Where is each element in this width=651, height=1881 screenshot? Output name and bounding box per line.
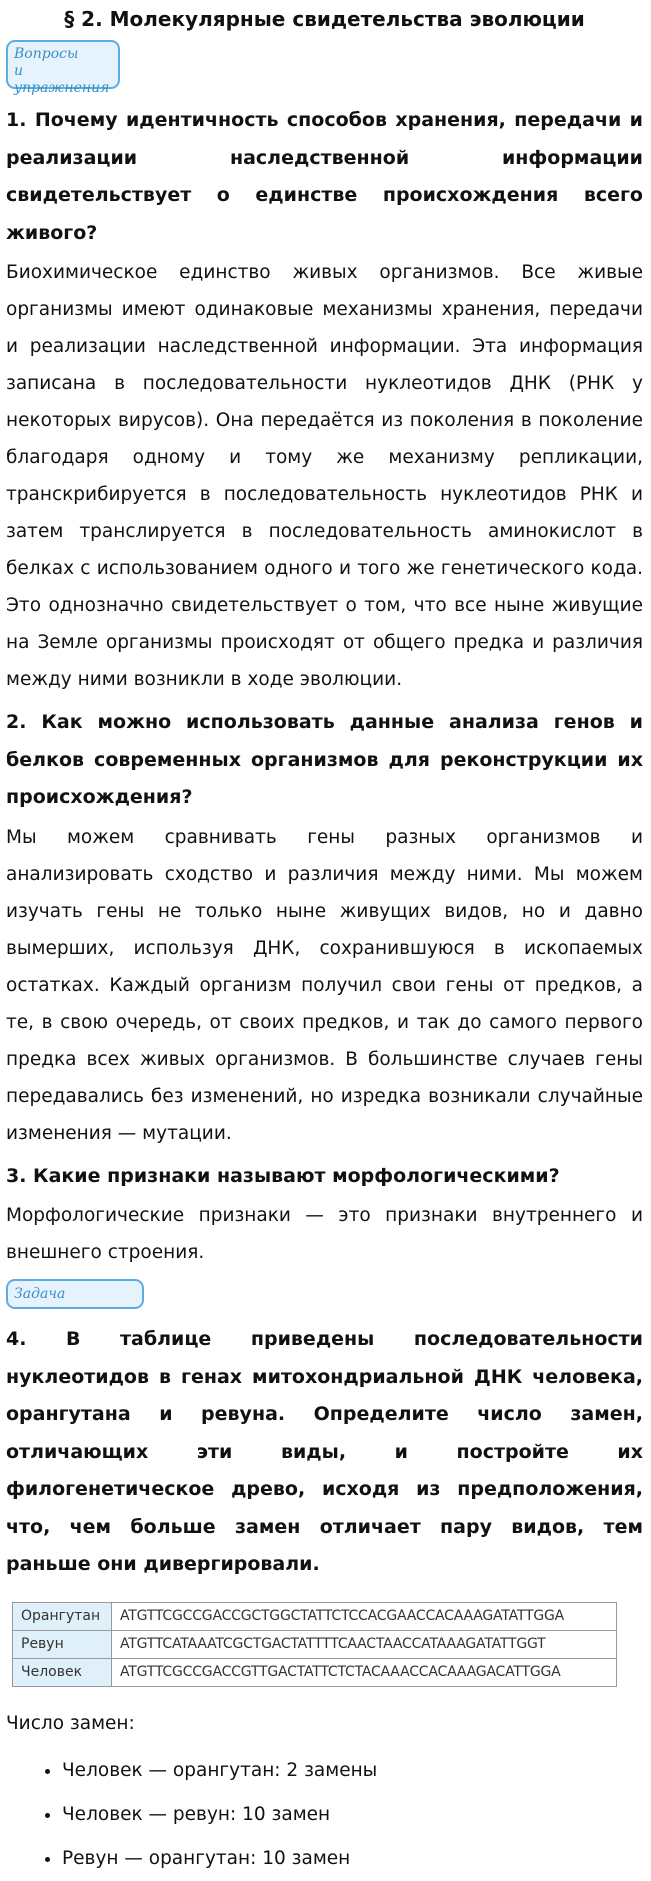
answer-2: Мы можем сравнивать гены разных организмов и анализировать сходство и различия между ними. Мы можем изучать гены не только ныне живущих видов, но и давно вымерших, используя ДНК, сохранившуюся в ископаемых остатках. Каждый организм получил свои гены от предков, а те, в свою очередь, от своих предков, и так до самого первого предка всех живых организмов. В большинстве случаев гены передавались без изменений, но изредка возникали случайные изменения — мутации. [6, 826, 643, 1144]
section-title: § 2. Молекулярные свидетельства эволюции [64, 7, 585, 31]
answer-3: Морфологические признаки — это признаки внутреннего и внешнего строения. [6, 1205, 643, 1263]
answer-1: Биохимическое единство живых организмов. Все живые организмы имеют одинаковые механизмы хранения, передачи и реализации наследственной информации. Эта информация записана в последовательности нуклеотидов ДНК (РНК у некоторых вирусов). Она передаётся из поколения в поколение благодаря одному и тому же механизму репликации, транскрибируется в последовательность нуклеотидов РНК и затем транслируется в последовательность аминокислот в белках с использованием одного и того же генетического кода. Это однозначно свидетельствует о том, что все ныне живущие на Земле организмы происходят от общего предка и различия между ними возникли в ходе эволюции. [6, 262, 643, 690]
question-3: 3. Какие признаки называют морфологическими? [6, 1164, 560, 1187]
question-4: 4. В таблице приведены последовательности нуклеотидов в генах митохондриальной ДНК человека, орангутана и ревуна. Определите число замен, отличающих эти виды, и постройте их филогенетическое древо, исходя из предположения, что, чем больше замен отличает пару видов, тем раньше они дивергировали. [6, 1328, 643, 1575]
question-2: 2. Как можно использовать данные анализа генов и белков современных организмов для реконструкции их происхождения? [6, 711, 643, 808]
sequence: ATGTTCGCCGACCGTTGACTATTCTCTACAAACCACAAAGACATTGGA [112, 1658, 617, 1686]
sequence-table [12, 1602, 617, 1687]
sequence: ATGTTCATAAATCGCTGACTATTTTCAACTAACCATAAAGATATTGGT [112, 1630, 617, 1658]
species-name: Орангутан [13, 1602, 112, 1630]
table-row [13, 1630, 617, 1658]
list-item: • Человек — ревун: 10 замен [62, 1793, 643, 1837]
task-badge: Задача [6, 1279, 144, 1309]
count-label: Число замен: [6, 1712, 135, 1734]
question-1: 1. Почему идентичность способов хранения, передачи и реализации наследственной информации свидетельствует о единстве происхождения всего живого? [6, 109, 643, 244]
table-row [13, 1658, 617, 1686]
results-list [6, 1749, 643, 1881]
sequence: ATGTTCGCCGACCGCTGGCTATTCTCCACGAACCACAAAGATATTGGA [112, 1602, 617, 1630]
badge-line: и упражнения [14, 63, 110, 96]
list-item: • Человек — орангутан: 2 замены [62, 1749, 643, 1793]
species-name: Ревун [13, 1630, 112, 1658]
list-item: • Ревун — орангутан: 10 замен [62, 1837, 643, 1881]
badge-line: Вопросы [14, 46, 79, 62]
questions-badge [6, 40, 120, 96]
table-row [13, 1602, 617, 1630]
species-name: Человек [13, 1658, 112, 1686]
